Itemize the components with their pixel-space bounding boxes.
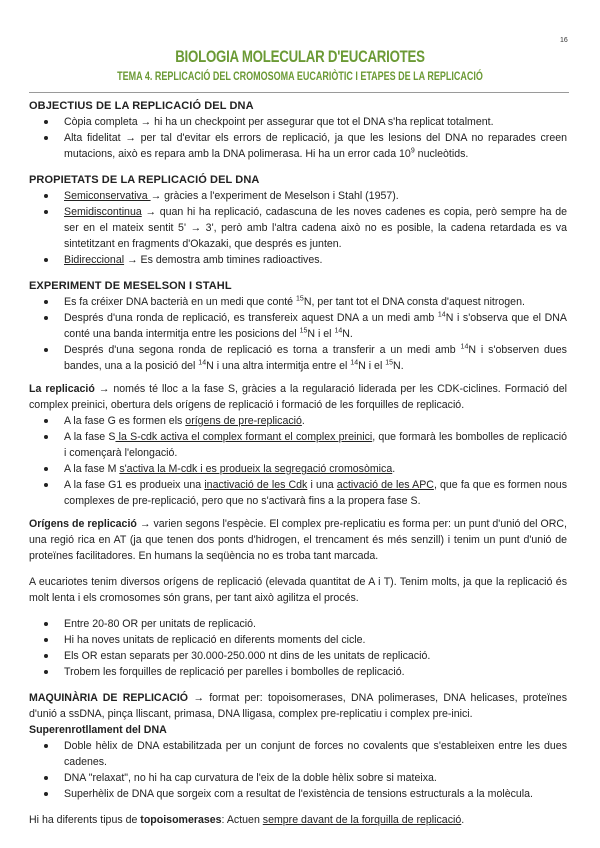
section-heading: PROPIETATS DE LA REPLICACIÓ DEL DNA: [29, 174, 260, 186]
bullet-list: [29, 294, 567, 374]
bullet-list: [29, 188, 567, 268]
section-or-list: [29, 616, 567, 680]
list-item: [64, 204, 567, 252]
text-run: Alta fidelitat → per tal d'evitar els errors de replicació, ja que les lesions del DNA no reparades creen mutacions, això es repara amb la DNA polimerasa. Hi ha un error cada 10: [64, 132, 567, 160]
underlined-text: inactivació de les Cdk: [204, 479, 308, 491]
text-run: N i el: [358, 360, 386, 372]
text-run: N.: [393, 360, 404, 372]
underlined-text: orígens de pre-replicació: [185, 415, 302, 427]
list-item: [64, 252, 567, 268]
list-item: [64, 786, 567, 802]
section-heading: OBJECTIUS DE LA REPLICACIÓ DEL DNA: [29, 100, 254, 112]
bold-text: MAQUINÀRIA DE REPLICACIÓ: [29, 692, 189, 704]
list-item: [64, 664, 567, 680]
paragraph: [29, 812, 567, 828]
list-item: [64, 770, 567, 786]
superscript: 15: [296, 295, 304, 303]
list-item: [64, 429, 567, 461]
text-run: N.: [342, 328, 353, 340]
text-run: A la fase G es formen els: [64, 415, 186, 427]
text-run: A la fase M: [64, 463, 120, 475]
section-objectius: [29, 98, 567, 162]
text-run: Trobem les forquilles de replicació per parelles i bombolles de replicació.: [64, 666, 405, 678]
paragraph: [29, 381, 567, 413]
underlined-text: Semiconservativa: [64, 190, 151, 202]
text-run: → quan hi ha replicació, cadascuna de les noves cadenes es copia, però sempre ha de ser en el mateix sentit 5' → 3', però amb l'altra cadena això no es posible, la cadena retardada es va sintetitzant en fragments d'Okazaki, que després es junten.: [64, 206, 567, 250]
paragraph: [29, 516, 567, 564]
document-subtitle: TEMA 4. REPLICACIÓ DEL CROMOSOMA EUCARIÒTIC I ETAPES DE LA REPLICACIÓ: [117, 69, 483, 83]
text-run: N, per tant tot el DNA consta d'aquest nitrogen.: [303, 296, 525, 308]
text-run: → gràcies a l'experiment de Meselson i Stahl (1957).: [150, 190, 399, 202]
document-title: BIOLOGIA MOLECULAR D'EUCARIOTES: [175, 47, 425, 66]
superscript: 14: [460, 343, 469, 351]
text-run: .: [392, 463, 396, 475]
text-run: N i s'observa que el DNA conté una banda intermitja entre les posicions del: [64, 312, 567, 340]
section-eucariotes: [29, 574, 567, 606]
text-run: , que formarà les bombolles de replicació i començarà l'elongació.: [64, 431, 567, 459]
underlined-text: sempre davant de la forquilla de replicació: [262, 814, 462, 826]
superscript: 15: [385, 359, 394, 367]
section-heading: EXPERIMENT DE MESELSON I STAHL: [29, 280, 232, 292]
text-run: nucleòtids.: [414, 148, 469, 160]
list-item: [64, 188, 567, 204]
list-item: [64, 477, 567, 509]
list-item: [64, 738, 567, 770]
text-run: → només té lloc a la fase S, gràcies a la regularació liderada per les CDK-ciclines. Formació del complex preinici, obertura dels orígens de replicació i formació de les forquilles de replicació.: [29, 383, 567, 411]
text-run: i una: [307, 479, 337, 491]
paragraph: [29, 690, 567, 722]
list-item: [64, 413, 567, 429]
list-item: [64, 310, 567, 342]
text-run: → varien segons l'espècie. El complex pre-replicatiu es forma per: un punt d'unió del ORC, una regió rica en AT (ja que tenen dos ponts d'hidrogen, el trencament és més senzill) i tenim un punt d'unió de proteïnes facilitadores. En humans la seqüència no es troba tant marcada.: [29, 518, 567, 562]
text-run: Hi ha diferents tipus de: [29, 814, 141, 826]
text-run: Còpia completa → hi ha un checkpoint per assegurar que tot el DNA s'ha replicat totalment.: [64, 116, 494, 128]
bullet-list: [29, 114, 567, 162]
section-la-replicacio: [29, 381, 567, 509]
superscript: 15: [299, 327, 308, 335]
text-run: Es fa créixer DNA bacterià en un medi que conté: [64, 296, 297, 308]
text-run: Hi ha noves unitats de replicació en diferents moments del cicle.: [64, 634, 366, 646]
list-item: [64, 130, 567, 162]
list-item: [64, 461, 567, 477]
text-run: Després d'una ronda de replicació, es transfereix aquest DNA a un medi amb: [64, 312, 438, 324]
text-run: DNA "relaxat", no hi ha cap curvatura de l'eix de la doble hèlix sobre si mateixa.: [64, 772, 437, 784]
underlined-text: activació de les APC: [336, 479, 434, 491]
paragraph: [29, 574, 567, 606]
bullet-list: [29, 616, 567, 680]
text-run: .: [301, 415, 305, 427]
text-run: : Actuen: [221, 814, 263, 826]
text-run: A la fase S: [64, 431, 116, 443]
text-run: → Es demostra amb timines radioactives.: [124, 254, 323, 266]
document-body: [29, 98, 567, 828]
text-run: , que fa que es formen nous complexes de pre-replicació, pero que no s'activarà fins a la propera fase S.: [64, 479, 567, 507]
text-run: N i s'observen dues bandes, una a la posició del: [64, 344, 567, 372]
superscript: 14: [334, 327, 343, 335]
section-topoisomerases: [29, 812, 567, 828]
header-divider: [29, 92, 569, 93]
bullet-list: [29, 413, 567, 509]
text-run: Superhèlix de DNA que sorgeix com a resultat de l'existència de tensions estructurals a la molècula.: [64, 788, 533, 800]
superscript: 14: [437, 311, 446, 319]
bullet-list: [29, 738, 567, 802]
bold-text: Orígens de replicació: [29, 518, 137, 530]
list-item: [64, 342, 567, 374]
list-item: [64, 114, 567, 130]
text-run: Els OR estan separats per 30.000-250.000 nt dins de les unitats de replicació.: [64, 650, 431, 662]
text-run: → format per: topoisomerases, DNA polimerases, DNA helicases, proteïnes d'unió a ssDNA, pinça lliscant, primasa, DNA lligasa, complex pre-replicatiu i complex pre-inici.: [29, 692, 567, 720]
list-item: [64, 294, 567, 310]
text-run: A la fase G1 es produeix una: [64, 479, 205, 491]
section-propietats: [29, 172, 567, 268]
text-run: Doble hèlix de DNA estabilitzada per un conjunt de forces no covalents que s'estableixen entre les dues cadenes.: [64, 740, 567, 768]
list-item: [64, 632, 567, 648]
underlined-text: la S-cdk activa el complex formant el complex preinici: [115, 431, 373, 443]
section-maquinaria: [29, 690, 567, 802]
page-number: 16: [560, 37, 568, 44]
text-run: N i el: [307, 328, 335, 340]
superscript: 9: [410, 147, 415, 155]
underlined-text: Bidireccional: [64, 254, 125, 266]
superscript: 14: [198, 359, 207, 367]
section-meselson-stahl: [29, 278, 567, 374]
underlined-text: s'activa la M-cdk i es produeix la segregació cromosòmica: [119, 463, 393, 475]
list-item: [64, 616, 567, 632]
underlined-text: Semidiscontinua: [64, 206, 142, 218]
bold-text: topoisomerases: [140, 814, 222, 826]
subheading: Superenrotllament del DNA: [29, 724, 167, 736]
text-run: Després d'una segona ronda de replicació es torna a transferir a un medi amb: [64, 344, 461, 356]
section-origens: [29, 516, 567, 564]
text-run: A eucariotes tenim diversos orígens de replicació (elevada quantitat de A i T). Tenim molts, ja que la replicació és molt lenta i els cromosomes són grans, per tant això agilitza el procés.: [29, 576, 567, 604]
bold-text: La replicació: [29, 383, 95, 395]
list-item: [64, 648, 567, 664]
text-run: Entre 20-80 OR per unitats de replicació.: [64, 618, 256, 630]
superscript: 14: [350, 359, 359, 367]
text-run: .: [461, 814, 465, 826]
text-run: N i una altra intermitja entre el: [206, 360, 351, 372]
